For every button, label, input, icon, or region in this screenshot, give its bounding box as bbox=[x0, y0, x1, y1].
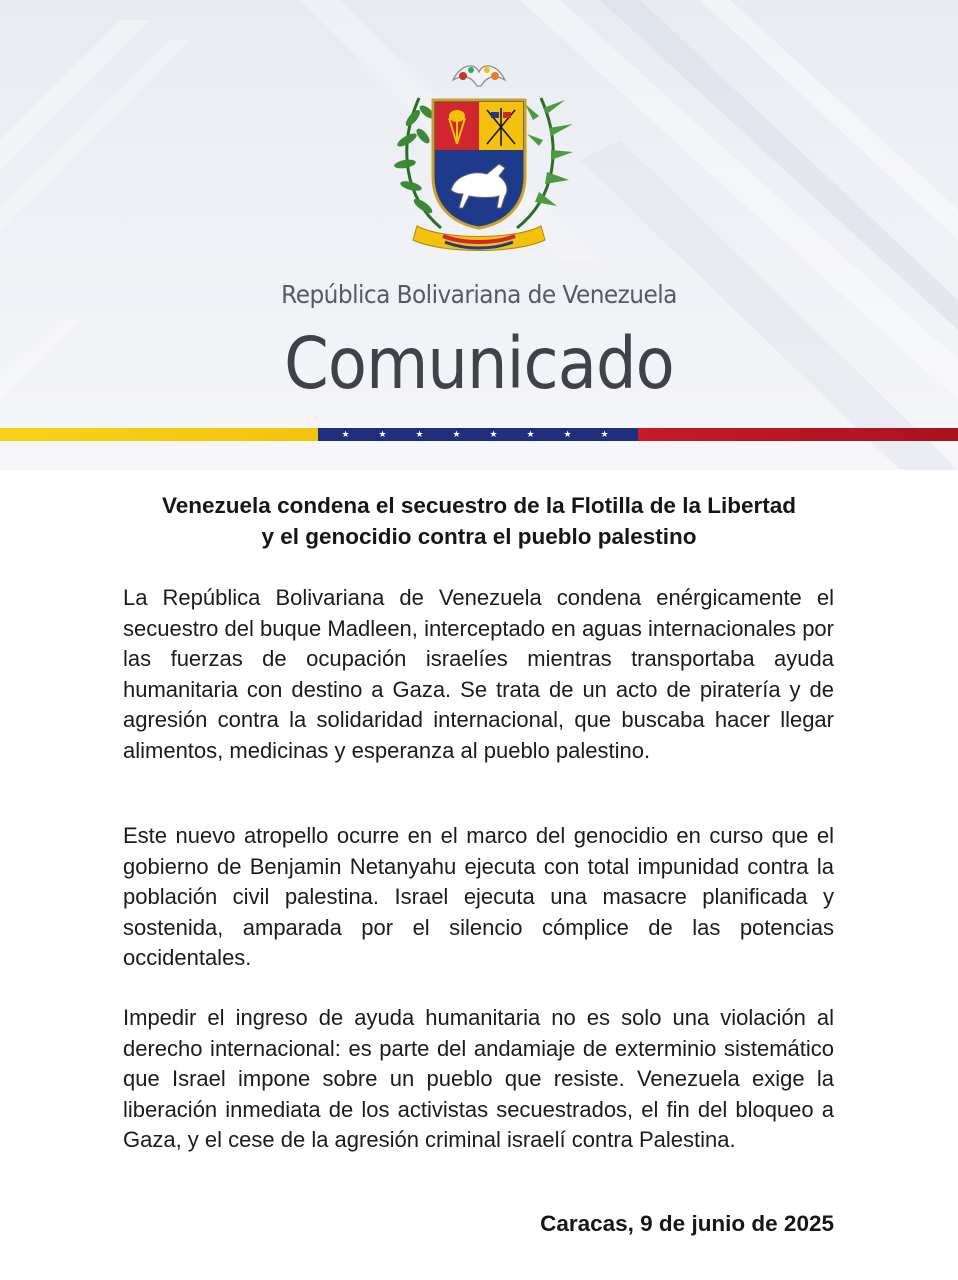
page-title: Comunicado bbox=[284, 322, 674, 405]
star-icon: ★ bbox=[563, 429, 572, 439]
star-icon: ★ bbox=[489, 429, 498, 439]
header-banner bbox=[0, 0, 958, 470]
star-icon: ★ bbox=[600, 429, 609, 439]
star-icon: ★ bbox=[341, 429, 350, 439]
dateline: Caracas, 9 de junio de 2025 bbox=[540, 1211, 834, 1236]
headline-line-1: Venezuela condena el secuestro de la Flotilla de la Libertad bbox=[162, 493, 796, 518]
paragraph-2: Este nuevo atropello ocurre en el marco del genocidio en curso que el gobierno de Benjamin Netanyahu ejecuta con total impunidad contra la población civil palestina. Israel ejecuta una masacre planificada y sostenida, amparada por el silencio cómplice de las potencias occidentales. bbox=[123, 823, 834, 970]
flag-stripe bbox=[0, 428, 958, 441]
flag-stars bbox=[340, 428, 610, 441]
star-icon: ★ bbox=[415, 429, 424, 439]
star-icon: ★ bbox=[526, 429, 535, 439]
flag-red-band bbox=[638, 428, 958, 441]
paragraph-3: Impedir el ingreso de ayuda humanitaria no es solo una violación al derecho internacional: es parte del andamiaje de exterminio sistemático que Israel impone sobre un pueblo que resiste. Venezuela exige la liberación inmediata de los activistas secuestrados, el fin del bloqueo a Gaza, y el cese de la agresión criminal israelí contra Palestina. bbox=[123, 1005, 834, 1152]
star-icon: ★ bbox=[452, 429, 461, 439]
statement-headline bbox=[60, 490, 898, 552]
headline-line-2: y el genocidio contra el pueblo palestino bbox=[261, 524, 697, 549]
star-icon: ★ bbox=[378, 429, 387, 439]
paragraph-1: La República Bolivariana de Venezuela condena enérgicamente el secuestro del buque Madleen, interceptado en aguas internacionales por las fuerzas de ocupación israelíes mientras transportaba ayuda humanitaria con destino a Gaza. Se trata de un acto de piratería y de agresión contra la solidaridad internacional, que buscaba hacer llegar alimentos, medicinas y esperanza al pueblo palestino. bbox=[123, 585, 834, 763]
country-name: República Bolivariana de Venezuela bbox=[281, 280, 677, 309]
coat-of-arms-icon bbox=[383, 58, 575, 258]
flag-yellow-band bbox=[0, 428, 318, 441]
flag-blue-band bbox=[318, 428, 638, 441]
